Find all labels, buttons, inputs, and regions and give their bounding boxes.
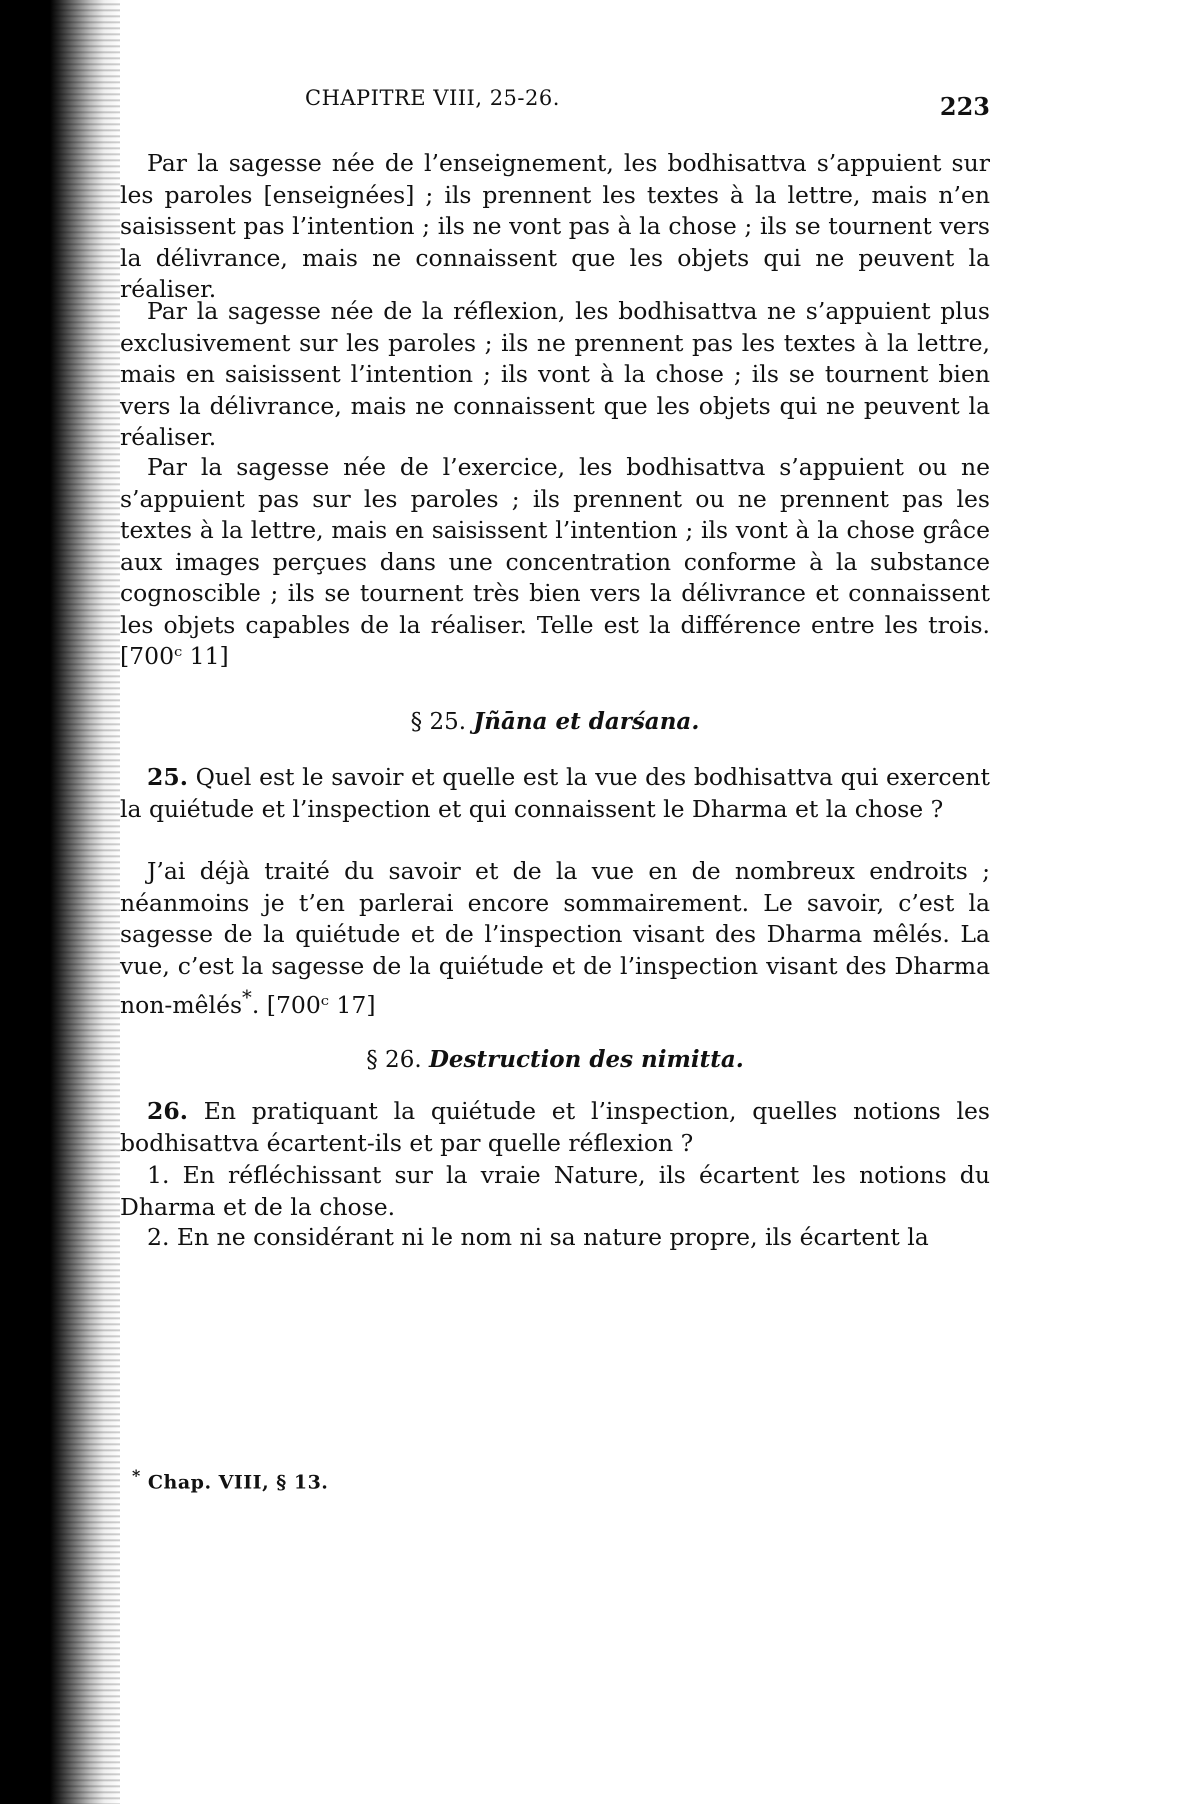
paragraph-reflection: Par la sagesse née de la réflexion, les bodhisattva ne s’appuient plus exclusivement sur les paroles ; ils ne prennent pas les textes à la lettre, mais en saisissent l’intention ; ils vont à la chose ; ils se tournent bien vers la délivrance, mais ne connaissent que les objets qui ne peuvent la réaliser. [120,297,990,451]
paragraph-exercise: Par la sagesse née de l’exercice, les bodhisattva s’appuient ou ne s’appuient pas sur les paroles ; ils prennent ou ne prennent pas les textes à la lettre, mais en saisissent l’intention ; ils vont à la chose grâce aux images perçues dans une concentration conforme à la substance cognoscible ; ils se tournent très bien vers la délivrance et connaissent les objets capables de la réaliser. Telle est la différence entre les trois. [700ᶜ 11] [120,453,990,670]
footnote-text: Chap. VIII, § 13. [147,1471,329,1494]
section-26-item-2: 2. En ne considérant ni le nom ni sa nature propre, ils écartent la [147,1223,929,1251]
answer-25-text: J’ai déjà traité du savoir et de la vue en de nombreux endroits ; néanmoins je t’en parlerai encore sommairement. Le savoir, c’est la sagesse de la quiétude et de l’inspection visant des Dharma mêlés. La vue, c’est la sagesse de la quiétude et de l’inspection visant des Dharma non-mêlés [120,857,990,1019]
section-25-question [120,762,990,825]
section-26-heading [120,1046,990,1073]
section-25-answer [120,856,990,1021]
section-26-title: Destruction des nimitta. [428,1046,744,1073]
question-26-text: En pratiquant la quiétude et l’inspection, quelles notions les bodhisattva écartent-ils et par quelle réflexion ? [120,1097,990,1157]
question-25-number: 25. [147,763,188,791]
binding-edge [0,0,120,1804]
footnote [132,1466,328,1493]
answer-25-ref: . [700ᶜ 17] [251,990,376,1019]
section-25-title: Jñāna et darśana. [473,708,700,735]
section-26-item-1: 1. En réfléchissant sur la vraie Nature, ils écartent les notions du Dharma et de la chose. [120,1161,990,1221]
section-26-question [120,1096,990,1159]
answer-25-note-mark: * [242,986,252,1009]
running-head [120,86,990,120]
question-25-text: Quel est le savoir et quelle est la vue des bodhisattva qui exercent la quiétude et l’inspection et qui connaissent le Dharma et la chose ? [120,763,990,823]
section-25-heading [120,708,990,735]
section-25-prefix: § 25. [410,709,467,735]
page-number: 223 [939,92,990,121]
paragraph-teaching: Par la sagesse née de l’enseignement, les bodhisattva s’appuient sur les paroles [enseignées] ; ils prennent les textes à la lettre, mais n’en saisissent pas l’intention ; ils ne vont pas à la chose ; ils se tournent vers la délivrance, mais ne connaissent que les objets qui ne peuvent la réaliser. [120,149,990,303]
text-block [120,0,990,1804]
running-title: CHAPITRE VIII, 25-26. [305,86,560,110]
footnote-mark: * [132,1466,141,1485]
section-26-prefix: § 26. [366,1047,422,1073]
question-26-number: 26. [147,1097,188,1125]
